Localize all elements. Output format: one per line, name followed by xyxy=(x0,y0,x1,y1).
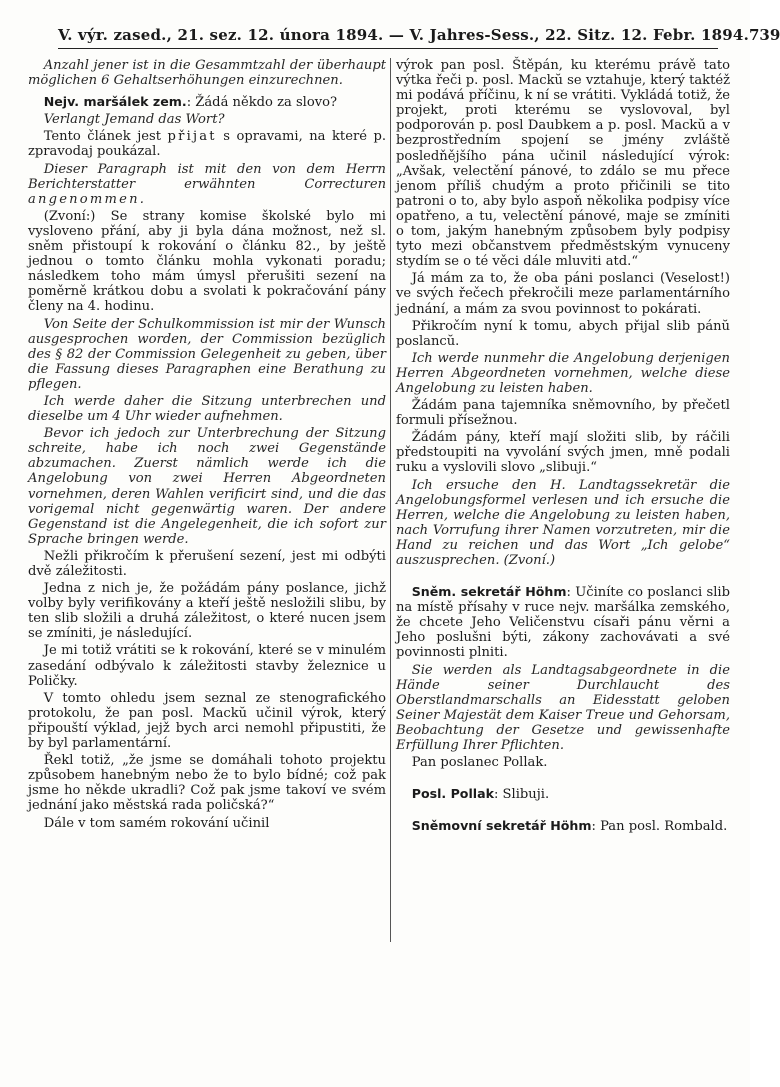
paragraph: Já mám za to, že oba páni poslanci (Veselost!) ve svých řečech překročili meze parlamentárního jednání, a mám za svou povinnost to pokárati. xyxy=(396,271,730,317)
spaced-emphasis: angenommen xyxy=(28,191,140,207)
right-column xyxy=(396,58,730,836)
running-head: V. výr. zased., 21. sez. 12. února 1894. — V. Jahres-Sess., 22. Sitz. 12. Febr. 1894. xyxy=(58,26,749,44)
text-run: . xyxy=(139,191,144,207)
spaced-emphasis: přijat xyxy=(167,129,217,145)
paragraph: Von Seite der Schulkommission ist mir der Wunsch ausgesprochen worden, der Commission bezüglich des § 82 der Commission Gelegenheit zu geben, über die Fassung dieses Paragraphen eine Berathung zu pflegen. xyxy=(28,316,386,392)
paragraph: V tomto ohledu jsem seznal ze stenografického protokolu, že pan posl. Mackŭ učinil výrok, který připouští výklad, jejž bych arci nemohl připustiti, že by byl parlamentární. xyxy=(28,690,386,752)
speech-text: : Žádá někdo za slovo? xyxy=(186,95,338,111)
paragraph: (Zvoní:) Se strany komise školské bylo mi vysloveno přání, aby ji byla dána možnost, než sl. sněm přistoupí k rokování o článku 82., by ještě jednou o tomto článku mohla vykonati poradu; následkem toho mám úmysl přerušiti sezení na poměrně krátkou dobu a svolati k pokračování pány členy na 4. hodinu. xyxy=(28,208,386,315)
paragraph: Sie werden als Landtagsabgeordnete in die Hände seiner Durchlaucht des Oberstlandmarschalls an Eidesstatt geloben Seiner Majestät dem Kaiser Treue und Gehorsam, Beobachtung der Gesetze und gewissenhafte Erfüllung Ihrer Pflichten. xyxy=(396,662,730,754)
paragraph: Ich werde daher die Sitzung unterbrechen und dieselbe um 4 Uhr wieder aufnehmen. xyxy=(28,393,386,425)
paragraph xyxy=(396,584,730,660)
speech-text: : Učiníte co poslanci slib na místě přísahy v ruce nejv. maršálka zemského, že chcete Jeho Veličenstvu císaři pánu věrni a Jeho poslušni býti, zákony zachovávati a své povinnosti plniti. xyxy=(396,585,731,661)
paragraph xyxy=(28,162,386,207)
paragraph xyxy=(396,818,730,834)
speaker-name: Sněm. sekretář Höhm xyxy=(411,584,567,600)
paragraph: Přikročím nyní k tomu, abych přijal slib pánŭ poslancŭ. xyxy=(396,318,730,349)
speaker-name: Sněmovní sekretář Höhm xyxy=(411,818,592,834)
paragraph: Žádám pana tajemníka sněmovního, by přečetl formuli přísežnou. xyxy=(396,398,730,429)
speech-text: : Pan posl. Rombald. xyxy=(591,819,728,835)
paragraph: výrok pan posl. Štěpán, ku kterému právě tato výtka řeči p. posl. Mackŭ se vztahuje, který taktéž mi podává příčinu, k ní se vrátiti. Vykládá totiž, že projekt, proti kterému se vyslovoval, byl podporován p. posl Daubkem a p. posl. Mackŭ a v bezprostředním spojení se jmény zvláště posledňějšího pána učinil následující výrok: „Avšak, velectění pánové, to zdálo se mu přece jenom příliš chudým a proto přičinili se tito patroni o to, aby bylo aspoň několika podpisy více opatřeno, a tu, velectění pánové, maje se zmíniti o tom, jakým hanebným způsobem byly podpisy tyto mezi občanstvem předměstským vynuceny stydím se o té věci dále mluviti atd.“ xyxy=(396,58,730,270)
speaker-name: Nejv. maršálek zem. xyxy=(43,94,187,110)
paragraph xyxy=(28,94,386,110)
paragraph: Verlangt Jemand das Wort? xyxy=(43,112,225,128)
speech-text: : Slibuji. xyxy=(493,787,550,803)
paragraph: Jedna z nich je, že požádám pány poslance, jichž volby byly verifikovány a kteří ještě nesložili slibu, by ten slib složili a druhá záležitost, o které nucen jsem se zmíniti, je následující. xyxy=(28,581,386,642)
column-divider xyxy=(390,58,391,942)
paragraph: Pan poslanec Pollak. xyxy=(411,755,548,771)
text-run: Tento článek jest xyxy=(43,129,168,145)
paragraph xyxy=(396,786,730,802)
paragraph xyxy=(28,129,386,159)
text-run: s opravami, na které p. zpravodaj poukázal. xyxy=(28,129,386,160)
paragraph: Anzahl jener ist in die Gesammtzahl der überhaupt möglichen 6 Gehaltserhöhungen einzurechnen. xyxy=(28,58,386,89)
paragraph: Ich ersuche den H. Landtagssekretär die Angelobungsformel verlesen und ich ersuche die Herren, welche die Angelobung zu leisten haben, nach Vorrufung ihrer Namen vorzutreten, mir die Hand zu reichen und das Wort „Ich gelobe“ auszusprechen. (Zvoní.) xyxy=(396,477,730,568)
left-column xyxy=(28,58,386,833)
paragraph: Bevor ich jedoch zur Unterbrechung der Sitzung schreite, habe ich noch zwei Gegenstände abzumachen. Zuerst nämlich werde ich die Angelobung von zwei Herren Abgeordneten vornehmen, deren Wahlen verificirt sind, und die das vorigemal nicht gegenwärtig waren. Der andere Gegenstand ist die Angelegenheit, die ich sofort zur Sprache bringen werde. xyxy=(28,426,386,547)
page-header xyxy=(58,18,780,49)
paragraph: Dále v tom samém rokování učinil xyxy=(43,815,270,831)
paragraph: Žádám pány, kteří mají složiti slib, by ráčili předstoupiti na vyvolání svých jmen, mně podali ruku a vyslovili slovo „slibuji.“ xyxy=(396,430,730,476)
page-number: 739 xyxy=(749,26,780,44)
paragraph: Nežli přikročím k přerušení sezení, jest mi odbýti dvě záležitosti. xyxy=(28,548,386,579)
paragraph: Řekl totiž, „že jsme se domáhali tohoto projektu způsobem hanebným nebo že to bylo bídné; což pak jsme ho někde ukradli? Což pak jsme takoví ve svém jednání jako městská rada poličská?“ xyxy=(28,753,386,814)
paragraph: Je mi totiž vrátiti se k rokování, které se v minulém zasedání odbývalo k záležitosti stavby železnice u Poličky. xyxy=(28,643,386,689)
text-run: Dieser Paragraph ist mit den von dem Herrn Berichterstatter erwähnten Correcturen xyxy=(28,161,386,192)
speaker-name: Posl. Pollak xyxy=(411,786,494,802)
paragraph: Ich werde nunmehr die Angelobung derjenigen Herren Abgeordneten vornehmen, welche diese Angelobung zu leisten haben. xyxy=(396,350,730,396)
